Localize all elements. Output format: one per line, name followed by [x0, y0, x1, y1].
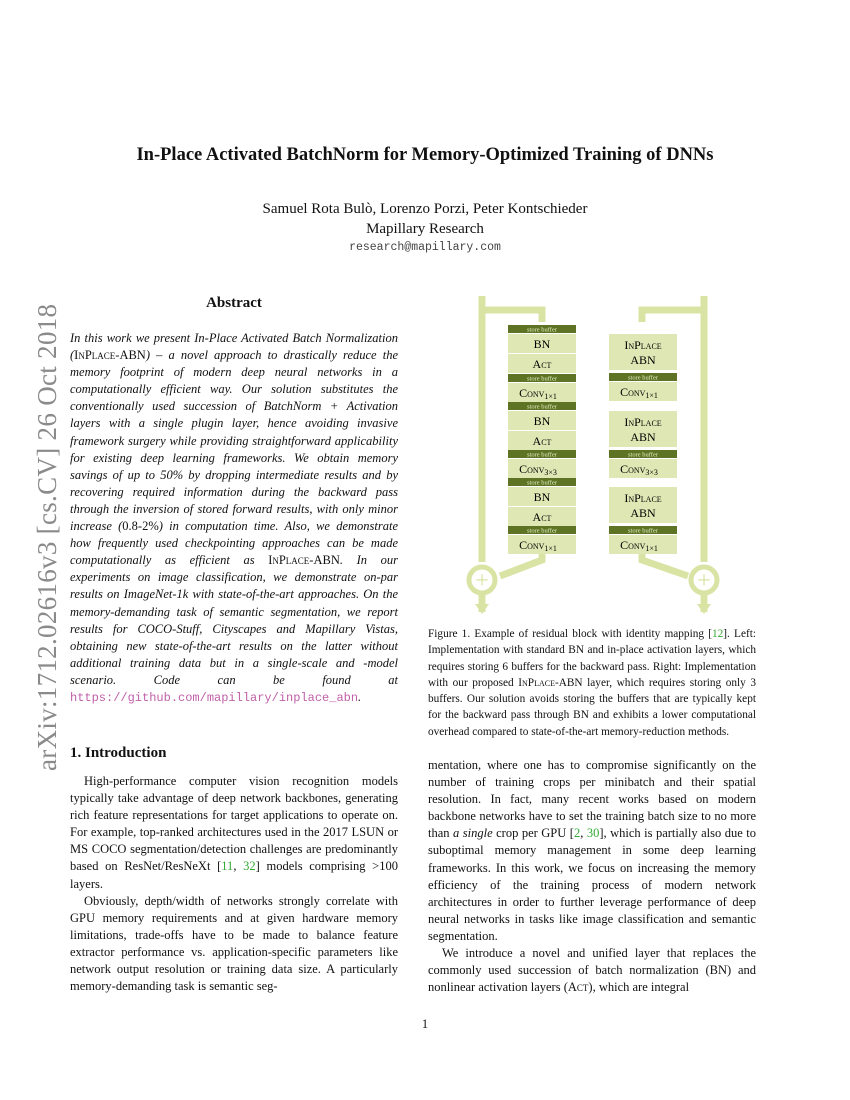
- paper-title: In-Place Activated BatchNorm for Memory-Optimized Training of DNNs: [136, 145, 714, 165]
- intro-paragraph-1: High-performance computer vision recognition models typically take advantage of deep network backbones, generating rich feature representations for target applications to operate on. For example, top-ranked architectures used in the 2017 LSUN or MS COCO segmentation/detection challenges are predominantly based on ResNet/ResNeXt [11, 32] models comprising >100 layers.: [70, 774, 398, 891]
- svg-text:+: +: [697, 568, 711, 594]
- svg-text:InPlace: InPlace: [624, 338, 662, 352]
- intro-heading: 1. Introduction: [70, 745, 167, 761]
- svg-text:BN: BN: [533, 337, 551, 351]
- svg-text:store buffer: store buffer: [526, 451, 558, 459]
- svg-text:store buffer: store buffer: [526, 527, 558, 535]
- svg-text:store buffer: store buffer: [526, 375, 558, 383]
- right-column-body: [428, 757, 756, 996]
- residual-block-figure: [420, 292, 760, 617]
- svg-text:InPlace: InPlace: [624, 415, 662, 429]
- right-sum-node: [691, 567, 717, 594]
- svg-text:store buffer: store buffer: [526, 403, 558, 411]
- intro-paragraph-2: Obviously, depth/width of networks strongly correlate with GPU memory requirements and at given hardware memory limitations, trade-offs have to be made to balance feature extractor performance vs. application-specific parameters like network output resolution or training data size. A particularly memory-demanding task is semantic seg-: [70, 893, 398, 994]
- left-sum-node: [469, 567, 495, 594]
- page-number: 1: [421, 1017, 429, 1031]
- authors: Samuel Rota Bulò, Lorenzo Porzi, Peter Kontschieder: [262, 201, 588, 217]
- svg-text:Conv3×3: Conv3×3: [620, 462, 658, 477]
- abstract-body: In this work we present In-Place Activated Batch Normalization (InPlace-ABN) – a novel approach to drastically reduce the memory footprint of modern deep neural networks in a computationally efficient way. Our solution substitutes the conventionally used succession of BatchNorm + Activation layers with a single plugin layer, hence avoiding invasive framework surgery while providing straightforward applicability for existing deep learning frameworks. We obtain memory savings of up to 50% by dropping intermediate results and by recovering required information during the backward pass through the inversion of stored forward results, with only minor increase (0.8-2%) in computation time. Also, we demonstrate how frequently used checkpointing approaches can be made computationally as efficient as InPlace-ABN. In our experiments on image classification, we demonstrate on-par results on ImageNet-1k with state-of-the-art approaches. On the memory-demanding task of semantic segmentation, we report results for COCO-Stuff, Cityscapes and Mapillary Vistas, obtaining new state-of-the-art results on the latter without additional training data but in a single-scale and -model scenario. Code can be found at https://github.com/mapillary/inplace_abn.: [70, 331, 399, 705]
- citation-2[interactable]: 2: [573, 826, 581, 841]
- svg-text:Conv1×1: Conv1×1: [519, 538, 557, 553]
- svg-text:Conv1×1: Conv1×1: [519, 386, 557, 401]
- right-paragraph-2: We introduce a novel and unified layer that replaces the commonly used succession of batch normalization (BN) and nonlinear activation layers (Act), which are integral: [428, 946, 756, 995]
- svg-text:store buffer: store buffer: [526, 326, 558, 334]
- citation-12[interactable]: 12: [711, 628, 724, 640]
- svg-text:Conv3×3: Conv3×3: [519, 462, 557, 477]
- code-link[interactable]: https://github.com/mapillary/inplace_abn: [70, 690, 359, 705]
- svg-text:store buffer: store buffer: [627, 527, 659, 535]
- svg-text:InPlace: InPlace: [624, 491, 662, 505]
- left-stack: [508, 325, 576, 554]
- citation-32[interactable]: 32: [243, 859, 256, 874]
- citation-11[interactable]: 11: [221, 859, 234, 874]
- svg-text:Act: Act: [532, 357, 552, 371]
- svg-text:ABN: ABN: [630, 353, 656, 367]
- method-name: InPlace-ABN: [74, 348, 146, 363]
- svg-text:BN: BN: [533, 490, 551, 504]
- affiliation: Mapillary Research: [366, 221, 484, 237]
- svg-text:BN: BN: [533, 414, 551, 428]
- svg-text:store buffer: store buffer: [627, 374, 659, 382]
- svg-text:Conv1×1: Conv1×1: [620, 538, 658, 553]
- svg-text:ABN: ABN: [630, 506, 656, 520]
- email[interactable]: research@mapillary.com: [349, 241, 501, 254]
- svg-text:Act: Act: [532, 510, 552, 524]
- svg-text:Conv1×1: Conv1×1: [620, 385, 658, 400]
- abstract-heading: Abstract: [206, 295, 262, 311]
- svg-text:store buffer: store buffer: [627, 451, 659, 459]
- intro-body: [70, 773, 398, 995]
- svg-text:Act: Act: [532, 434, 552, 448]
- author-block: [0, 199, 850, 239]
- right-stack: [609, 334, 677, 554]
- svg-text:ABN: ABN: [630, 430, 656, 444]
- figure-caption: Figure 1. Example of residual block with identity mapping [12]. Left: Implementation with standard BN and in-place activation layers, which requires storing 6 buffers for the backward pass. Right: Implementation with our proposed InPlace-ABN layer, which requires storing only 3 buffers. Our solution avoids storing the buffers that are typically kept for the backward pass through BN and exhibits a lower computational overhead compared to state-of-the-art memory-reduction methods.: [428, 628, 757, 738]
- right-paragraph-1: mentation, where one has to compromise significantly on the number of training crops per minibatch and their spatial resolution. In fact, many recent works based on modern backbone networks have to set the training batch size to no more than a single crop per GPU [2, 30], which is partially also due to suboptimal memory management in some deep learning frameworks. In this work, we focus on increasing the memory efficiency of the training process of modern network architectures in order to further leverage performance of deep neural networks in tasks like image classification and semantic segmentation.: [428, 758, 756, 943]
- arxiv-watermark: arXiv:1712.02616v3 [cs.CV] 26 Oct 2018: [32, 303, 62, 771]
- citation-30[interactable]: 30: [586, 826, 600, 841]
- svg-text:+: +: [475, 568, 489, 594]
- svg-text:store buffer: store buffer: [526, 479, 558, 487]
